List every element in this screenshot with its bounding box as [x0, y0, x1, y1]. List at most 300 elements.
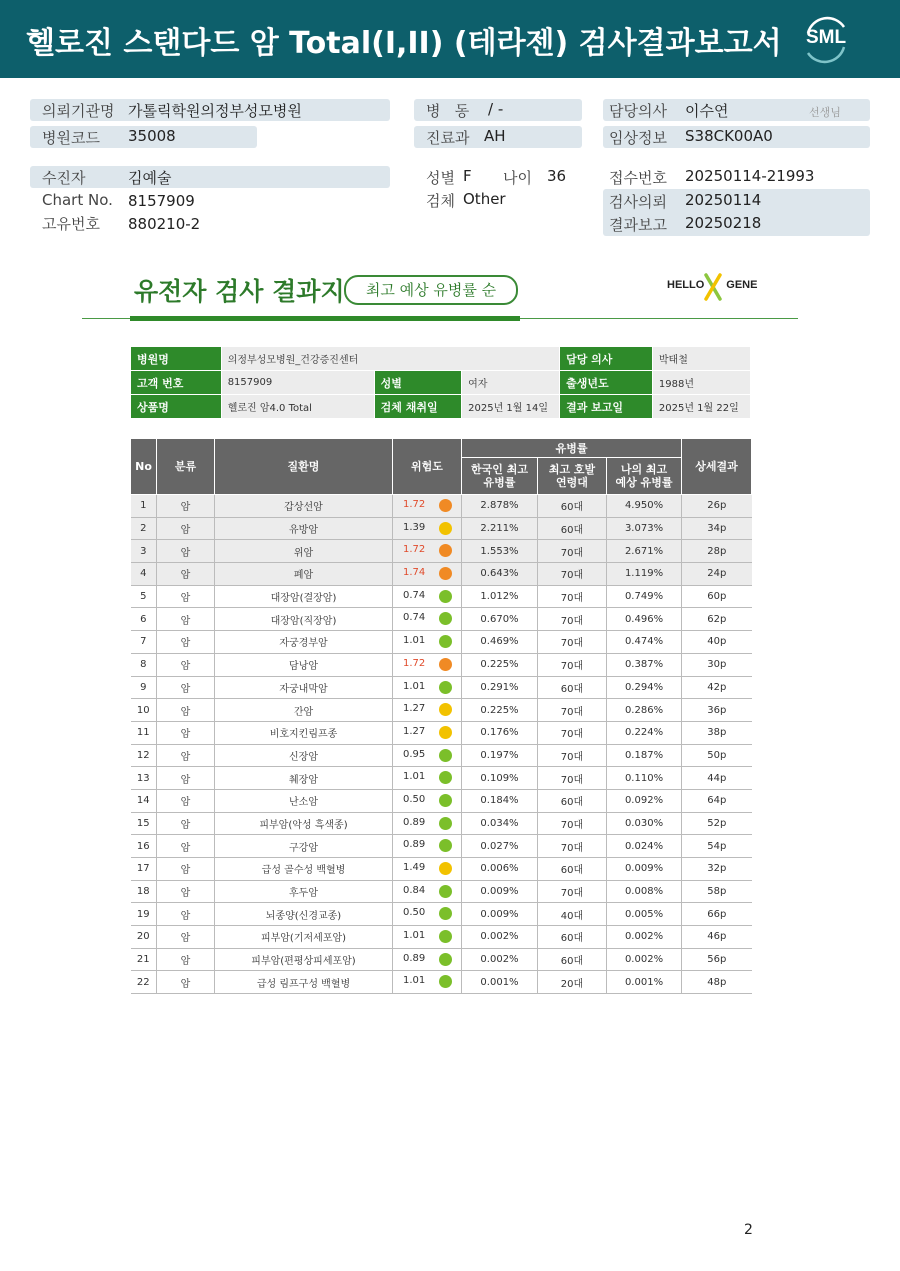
ward-label: 병 동 — [426, 102, 470, 120]
row-detail-page: 58p — [682, 880, 752, 903]
row-no: 3 — [131, 540, 157, 563]
row-kr-max: 0.002% — [462, 926, 538, 949]
custno-key: 고객 번호 — [131, 371, 222, 395]
row-kr-max: 0.225% — [462, 653, 538, 676]
row-my-max: 2.671% — [607, 540, 682, 563]
table-row — [131, 517, 752, 540]
row-detail-page: 24p — [682, 563, 752, 586]
risk-level-dot-icon — [439, 953, 452, 966]
table-row — [131, 812, 752, 835]
row-my-max: 0.294% — [607, 676, 682, 699]
row-detail-page: 42p — [682, 676, 752, 699]
row-my-max: 4.950% — [607, 495, 682, 518]
row-my-max: 0.005% — [607, 903, 682, 926]
row-risk — [393, 517, 462, 540]
sex-key: 성별 — [374, 371, 462, 395]
table-row — [131, 608, 752, 631]
risk-level-dot-icon — [439, 612, 452, 625]
row-peak-age: 70대 — [538, 835, 607, 858]
risk-value: 0.89 — [403, 816, 426, 828]
risk-value: 1.01 — [403, 680, 426, 692]
collect-key: 검체 채취일 — [374, 395, 462, 419]
dept-value: AH — [484, 127, 506, 145]
risk-value: 1.01 — [403, 771, 426, 783]
hospital-key: 병원명 — [131, 347, 222, 371]
col-peak-age-header: 최고 호발 연령대 — [538, 458, 607, 495]
row-my-max: 0.187% — [607, 744, 682, 767]
row-peak-age: 70대 — [538, 653, 607, 676]
page-number: 2 — [744, 1222, 753, 1238]
row-disease: 난소암 — [215, 789, 393, 812]
row-kr-max: 0.006% — [462, 858, 538, 881]
row-risk — [393, 699, 462, 722]
table-row — [131, 676, 752, 699]
row-kr-max: 2.878% — [462, 495, 538, 518]
row-detail-page: 44p — [682, 767, 752, 790]
table-row — [131, 653, 752, 676]
row-category: 암 — [157, 903, 215, 926]
row-disease: 갑상선암 — [215, 495, 393, 518]
risk-level-dot-icon — [439, 567, 452, 580]
table-row — [131, 971, 752, 994]
request-value: 20250114 — [685, 191, 762, 209]
age-label: 나이 — [503, 169, 532, 187]
risk-level-dot-icon — [439, 794, 452, 807]
col-disease-header: 질환명 — [215, 439, 393, 495]
row-peak-age: 70대 — [538, 880, 607, 903]
row-disease: 자궁경부암 — [215, 631, 393, 654]
row-risk — [393, 948, 462, 971]
table-row — [131, 585, 752, 608]
table-row — [131, 540, 752, 563]
doctor-suffix: 선생님 — [809, 106, 841, 119]
row-no: 9 — [131, 676, 157, 699]
table-row — [131, 789, 752, 812]
row-category: 암 — [157, 631, 215, 654]
risk-level-dot-icon — [439, 544, 452, 557]
row-category: 암 — [157, 608, 215, 631]
row-risk — [393, 608, 462, 631]
row-category: 암 — [157, 767, 215, 790]
col-kr-max-header: 한국인 최고 유병률 — [462, 458, 538, 495]
row-category: 암 — [157, 676, 215, 699]
row-no: 5 — [131, 585, 157, 608]
risk-level-dot-icon — [439, 681, 452, 694]
row-my-max: 0.286% — [607, 699, 682, 722]
row-my-max: 0.009% — [607, 858, 682, 881]
row-disease: 담낭암 — [215, 653, 393, 676]
chart-value: 8157909 — [128, 192, 195, 210]
row-my-max: 0.001% — [607, 971, 682, 994]
row-category: 암 — [157, 926, 215, 949]
institution-value: 가톨릭학원의정부성모병원 — [128, 102, 302, 120]
row-category: 암 — [157, 835, 215, 858]
row-peak-age: 70대 — [538, 699, 607, 722]
risk-level-dot-icon — [439, 726, 452, 739]
row-peak-age: 60대 — [538, 926, 607, 949]
row-category: 암 — [157, 540, 215, 563]
row-detail-page: 36p — [682, 699, 752, 722]
row-peak-age: 60대 — [538, 676, 607, 699]
table-row — [131, 699, 752, 722]
product-value: 헬로진 암4.0 Total — [221, 395, 374, 419]
row-detail-page: 32p — [682, 858, 752, 881]
row-no: 17 — [131, 858, 157, 881]
table-row — [131, 495, 752, 518]
row-kr-max: 0.643% — [462, 563, 538, 586]
sex-value: F — [463, 167, 472, 185]
row-no: 15 — [131, 812, 157, 835]
clinical-value: S38CK00A0 — [685, 127, 773, 145]
row-no: 20 — [131, 926, 157, 949]
row-my-max: 0.030% — [607, 812, 682, 835]
row-detail-page: 66p — [682, 903, 752, 926]
row-my-max: 1.119% — [607, 563, 682, 586]
risk-value: 1.72 — [403, 544, 426, 556]
row-kr-max: 1.553% — [462, 540, 538, 563]
row-disease: 후두암 — [215, 880, 393, 903]
row-no: 14 — [131, 789, 157, 812]
table-row — [131, 721, 752, 744]
row-peak-age: 70대 — [538, 744, 607, 767]
id-value: 880210-2 — [128, 215, 201, 233]
row-my-max: 0.749% — [607, 585, 682, 608]
row-no: 4 — [131, 563, 157, 586]
row-disease: 구강암 — [215, 835, 393, 858]
row-no: 1 — [131, 495, 157, 518]
risk-value: 0.50 — [403, 907, 426, 919]
birth-value: 1988년 — [652, 371, 750, 395]
report-date-value: 2025년 1월 22일 — [652, 395, 750, 419]
col-prevalence-header: 유병률 — [462, 439, 682, 458]
row-detail-page: 60p — [682, 585, 752, 608]
row-detail-page: 40p — [682, 631, 752, 654]
row-risk — [393, 631, 462, 654]
row-no: 16 — [131, 835, 157, 858]
receipt-label: 접수번호 — [609, 169, 667, 187]
risk-value: 1.39 — [403, 521, 426, 533]
col-category-header: 분류 — [157, 439, 215, 495]
row-disease: 피부암(악성 흑색종) — [215, 812, 393, 835]
row-no: 19 — [131, 903, 157, 926]
institution-label: 의뢰기관명 — [42, 102, 115, 120]
risk-value: 1.01 — [403, 635, 426, 647]
row-kr-max: 0.109% — [462, 767, 538, 790]
row-category: 암 — [157, 744, 215, 767]
hospital-code-label: 병원코드 — [42, 129, 100, 147]
row-detail-page: 26p — [682, 495, 752, 518]
row-disease: 급성 림프구성 백혈병 — [215, 971, 393, 994]
sex-value-cell: 여자 — [462, 371, 560, 395]
row-disease: 급성 골수성 백혈병 — [215, 858, 393, 881]
collect-value: 2025년 1월 14일 — [462, 395, 560, 419]
sex-label: 성별 — [426, 169, 455, 187]
product-key: 상품명 — [131, 395, 222, 419]
row-disease: 간암 — [215, 699, 393, 722]
birth-key: 출생년도 — [560, 371, 653, 395]
row-risk — [393, 835, 462, 858]
row-category: 암 — [157, 517, 215, 540]
row-category: 암 — [157, 721, 215, 744]
risk-value: 0.74 — [403, 612, 426, 624]
row-kr-max: 0.291% — [462, 676, 538, 699]
row-my-max: 0.387% — [607, 653, 682, 676]
clinical-label: 임상정보 — [609, 129, 667, 147]
row-disease: 자궁내막암 — [215, 676, 393, 699]
row-kr-max: 0.225% — [462, 699, 538, 722]
col-risk-header: 위험도 — [393, 439, 462, 495]
sml-logo — [800, 13, 852, 65]
row-risk — [393, 585, 462, 608]
table-row — [131, 858, 752, 881]
row-peak-age: 70대 — [538, 540, 607, 563]
hellogene-left: HELLO — [667, 279, 705, 291]
risk-level-dot-icon — [439, 930, 452, 943]
doctor-key: 담당 의사 — [560, 347, 653, 371]
row-no: 13 — [131, 767, 157, 790]
row-detail-page: 34p — [682, 517, 752, 540]
row-peak-age: 20대 — [538, 971, 607, 994]
risk-level-dot-icon — [439, 771, 452, 784]
row-no: 8 — [131, 653, 157, 676]
row-detail-page: 28p — [682, 540, 752, 563]
risk-level-dot-icon — [439, 499, 452, 512]
table-row — [131, 563, 752, 586]
results-table — [130, 438, 752, 994]
risk-value: 0.89 — [403, 952, 426, 964]
row-kr-max: 0.184% — [462, 789, 538, 812]
risk-level-dot-icon — [439, 635, 452, 648]
row-detail-page: 56p — [682, 948, 752, 971]
section-title: 유전자 검사 결과지 — [134, 277, 345, 306]
row-my-max: 0.024% — [607, 835, 682, 858]
row-kr-max: 0.469% — [462, 631, 538, 654]
row-disease: 대장암(결장암) — [215, 585, 393, 608]
risk-level-dot-icon — [439, 839, 452, 852]
customer-row — [131, 347, 751, 371]
customer-row — [131, 371, 751, 395]
risk-value: 1.27 — [403, 725, 426, 737]
row-category: 암 — [157, 880, 215, 903]
row-category: 암 — [157, 585, 215, 608]
risk-value: 1.49 — [403, 862, 426, 873]
row-peak-age: 60대 — [538, 858, 607, 881]
row-risk — [393, 903, 462, 926]
row-risk — [393, 540, 462, 563]
risk-value: 1.72 — [403, 657, 426, 669]
row-risk — [393, 676, 462, 699]
table-row — [131, 744, 752, 767]
row-risk — [393, 858, 462, 881]
section-rule-accent — [130, 316, 520, 321]
dept-label: 진료과 — [426, 129, 470, 147]
row-category: 암 — [157, 653, 215, 676]
risk-value: 0.50 — [403, 793, 426, 805]
request-label: 검사의뢰 — [609, 193, 667, 211]
row-risk — [393, 971, 462, 994]
row-kr-max: 2.211% — [462, 517, 538, 540]
age-value: 36 — [547, 167, 567, 185]
row-detail-page: 64p — [682, 789, 752, 812]
row-detail-page: 30p — [682, 653, 752, 676]
row-risk — [393, 721, 462, 744]
row-no: 12 — [131, 744, 157, 767]
doctor-value-cell: 박태철 — [652, 347, 750, 371]
row-disease: 비호지킨림프종 — [215, 721, 393, 744]
table-row — [131, 880, 752, 903]
risk-value: 0.84 — [403, 884, 426, 896]
row-no: 7 — [131, 631, 157, 654]
report-label: 결과보고 — [609, 216, 667, 234]
row-peak-age: 70대 — [538, 608, 607, 631]
row-no: 11 — [131, 721, 157, 744]
col-my-max-header: 나의 최고 예상 유병률 — [607, 458, 682, 495]
specimen-value: Other — [463, 190, 506, 208]
row-peak-age: 60대 — [538, 948, 607, 971]
row-disease: 대장암(직장암) — [215, 608, 393, 631]
row-my-max: 0.002% — [607, 926, 682, 949]
report-date-key: 결과 보고일 — [560, 395, 653, 419]
row-my-max: 3.073% — [607, 517, 682, 540]
risk-level-dot-icon — [439, 749, 452, 762]
risk-level-dot-icon — [439, 522, 452, 535]
receipt-value: 20250114-21993 — [685, 167, 815, 185]
risk-level-dot-icon — [439, 590, 452, 603]
row-no: 22 — [131, 971, 157, 994]
row-disease: 위암 — [215, 540, 393, 563]
row-category: 암 — [157, 563, 215, 586]
row-detail-page: 38p — [682, 721, 752, 744]
row-peak-age: 70대 — [538, 563, 607, 586]
row-my-max: 0.002% — [607, 948, 682, 971]
row-peak-age: 70대 — [538, 585, 607, 608]
report-value: 20250218 — [685, 214, 762, 232]
row-peak-age: 40대 — [538, 903, 607, 926]
risk-level-dot-icon — [439, 885, 452, 898]
risk-value: 1.27 — [403, 703, 426, 715]
row-risk — [393, 789, 462, 812]
row-category: 암 — [157, 858, 215, 881]
row-peak-age: 60대 — [538, 517, 607, 540]
specimen-label: 검체 — [426, 192, 455, 210]
row-disease: 피부암(기저세포암) — [215, 926, 393, 949]
table-row — [131, 926, 752, 949]
row-detail-page: 54p — [682, 835, 752, 858]
customer-row — [131, 395, 751, 419]
row-category: 암 — [157, 495, 215, 518]
row-risk — [393, 767, 462, 790]
row-kr-max: 0.197% — [462, 744, 538, 767]
custno-value: 8157909 — [221, 371, 374, 395]
logo-text: SML — [805, 27, 847, 48]
row-kr-max: 0.009% — [462, 903, 538, 926]
row-risk — [393, 563, 462, 586]
chart-label: Chart No. — [42, 191, 113, 209]
row-disease: 신장암 — [215, 744, 393, 767]
risk-level-dot-icon — [439, 975, 452, 988]
risk-value: 0.74 — [403, 589, 426, 601]
row-peak-age: 70대 — [538, 767, 607, 790]
row-risk — [393, 812, 462, 835]
row-kr-max: 0.034% — [462, 812, 538, 835]
risk-value: 1.74 — [403, 567, 426, 579]
results-body — [131, 495, 752, 994]
row-my-max: 0.224% — [607, 721, 682, 744]
row-risk — [393, 926, 462, 949]
risk-level-dot-icon — [439, 907, 452, 920]
row-disease: 췌장암 — [215, 767, 393, 790]
row-kr-max: 0.001% — [462, 971, 538, 994]
dna-x-icon — [703, 273, 723, 301]
risk-value: 1.01 — [403, 930, 426, 942]
risk-value: 0.95 — [403, 748, 426, 760]
row-no: 6 — [131, 608, 157, 631]
row-peak-age: 60대 — [538, 495, 607, 518]
row-risk — [393, 744, 462, 767]
row-my-max: 0.092% — [607, 789, 682, 812]
risk-level-dot-icon — [439, 658, 452, 671]
row-my-max: 0.008% — [607, 880, 682, 903]
risk-value: 0.89 — [403, 839, 426, 851]
risk-value: 1.72 — [403, 499, 426, 510]
risk-level-dot-icon — [439, 862, 452, 875]
ward-value: / - — [488, 100, 504, 118]
report-title: 헬로진 스탠다드 암 Total(I,II) (테라젠) 검사결과보고서 — [26, 26, 782, 61]
row-detail-page: 48p — [682, 971, 752, 994]
table-row — [131, 631, 752, 654]
hospital-value: 의정부성모병원_건강증진센터 — [221, 347, 559, 371]
row-kr-max: 0.670% — [462, 608, 538, 631]
table-row — [131, 767, 752, 790]
doctor-value: 이수연 — [685, 102, 729, 120]
row-kr-max: 0.002% — [462, 948, 538, 971]
risk-level-dot-icon — [439, 703, 452, 716]
row-category: 암 — [157, 812, 215, 835]
row-my-max: 0.496% — [607, 608, 682, 631]
id-label: 고유번호 — [42, 215, 100, 233]
col-detail-header: 상세결과 — [682, 439, 752, 495]
hospital-code-value: 35008 — [128, 127, 176, 145]
row-no: 21 — [131, 948, 157, 971]
table-row — [131, 903, 752, 926]
row-detail-page: 52p — [682, 812, 752, 835]
row-no: 10 — [131, 699, 157, 722]
row-kr-max: 1.012% — [462, 585, 538, 608]
row-risk — [393, 495, 462, 518]
row-kr-max: 0.027% — [462, 835, 538, 858]
row-peak-age: 60대 — [538, 789, 607, 812]
hellogene-right: GENE — [726, 279, 758, 291]
risk-level-dot-icon — [439, 817, 452, 830]
row-category: 암 — [157, 699, 215, 722]
doctor-label: 담당의사 — [609, 102, 667, 120]
row-disease: 폐암 — [215, 563, 393, 586]
row-category: 암 — [157, 789, 215, 812]
row-disease: 피부암(편평상피세포암) — [215, 948, 393, 971]
table-row — [131, 835, 752, 858]
row-risk — [393, 880, 462, 903]
row-category: 암 — [157, 948, 215, 971]
row-kr-max: 0.176% — [462, 721, 538, 744]
customer-info-table — [130, 346, 751, 419]
row-detail-page: 50p — [682, 744, 752, 767]
row-risk — [393, 653, 462, 676]
row-kr-max: 0.009% — [462, 880, 538, 903]
sort-order-badge: 최고 예상 유병률 순 — [344, 275, 518, 305]
row-disease: 뇌종양(신경교종) — [215, 903, 393, 926]
risk-value: 1.01 — [403, 975, 426, 987]
table-row — [131, 948, 752, 971]
